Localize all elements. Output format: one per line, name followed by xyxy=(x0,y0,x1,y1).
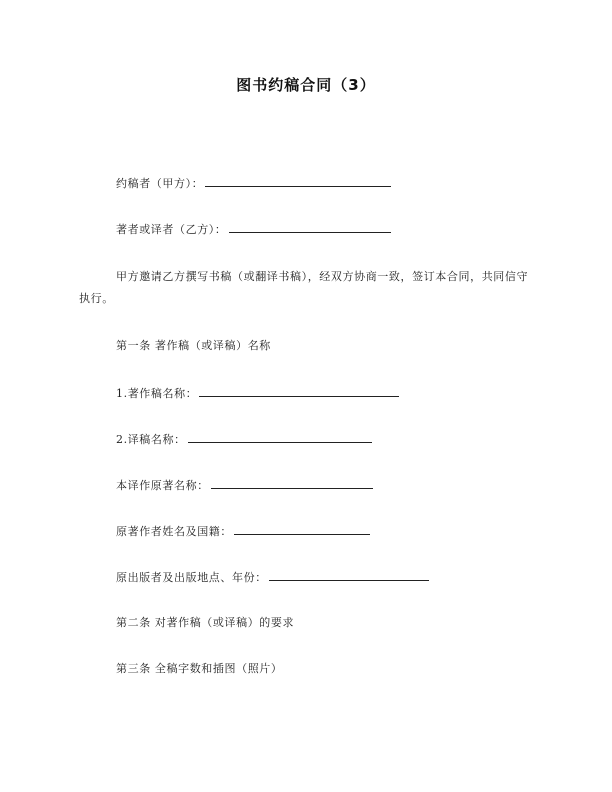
original-author-line xyxy=(116,523,370,539)
party-b-blank[interactable] xyxy=(229,221,391,233)
party-a-label: 约稿者（甲方）： xyxy=(116,177,204,190)
item1-line xyxy=(116,385,399,401)
party-b-line xyxy=(116,221,391,237)
article3-heading: 第三条 全稿字数和插图（照片） xyxy=(116,662,283,675)
item1-label: 1.著作稿名称： xyxy=(116,387,198,400)
intro-paragraph: 甲方邀请乙方撰写书稿（或翻译书稿），经双方协商一致，签订本合同，共同信守执行。 xyxy=(79,270,529,305)
original-work-blank[interactable] xyxy=(211,477,373,489)
original-publisher-blank[interactable] xyxy=(269,569,429,581)
original-author-blank[interactable] xyxy=(234,523,370,535)
party-b-label: 著者或译者（乙方）： xyxy=(116,223,227,236)
original-author-label: 原著作者姓名及国籍： xyxy=(116,525,232,538)
original-publisher-line xyxy=(116,569,429,585)
original-publisher-label: 原出版者及出版地点、年份： xyxy=(116,571,267,584)
article1-heading: 第一条 著作稿（或译稿）名称 xyxy=(116,339,271,352)
item2-line xyxy=(116,431,372,447)
document-title: 图书约稿合同（3） xyxy=(236,76,376,94)
article2-heading: 第二条 对著作稿（或译稿）的要求 xyxy=(116,616,295,629)
item2-blank[interactable] xyxy=(188,431,372,443)
item1-blank[interactable] xyxy=(199,385,399,397)
original-work-label: 本译作原著名称： xyxy=(116,479,209,492)
party-a-line xyxy=(116,175,391,191)
item2-label: 2.译稿名称： xyxy=(116,433,186,446)
party-a-blank[interactable] xyxy=(205,175,391,187)
original-work-line xyxy=(116,477,373,493)
